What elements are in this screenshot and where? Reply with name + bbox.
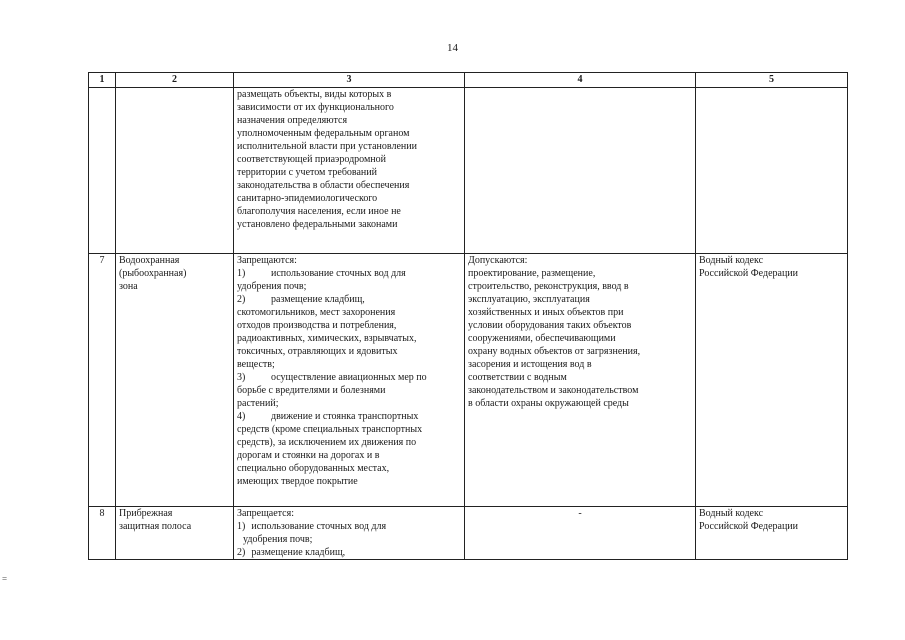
cell-legal-basis [696,254,848,507]
item-number: 3) [237,372,246,383]
table-header-row [89,73,848,88]
text-line: проектирование, размещение, [468,268,596,279]
text-line: засорения и истощения вод в [468,359,592,370]
list-item [237,293,461,306]
item-text: использование сточных вод для [251,521,387,532]
text-line: в области охраны окружающей среды [468,398,629,409]
cell-num: 8 [89,507,116,560]
cell-zone-name [116,507,234,560]
text-line: Допускаются: [468,255,528,266]
page-number: 14 [447,42,458,54]
item-number: 2) [237,294,246,305]
text-line: Российской Федерации [699,268,799,279]
zone-name-line: зона [119,281,138,292]
text-line: соответствующей приаэродромной [237,154,386,165]
text-line: законодательства в области обеспечения [237,180,410,191]
item-number: 4) [237,411,246,422]
list-item [237,546,461,559]
cell-zone-name [116,88,234,254]
item-text: размещение кладбищ, [251,547,346,558]
header-col-1: 1 [89,73,116,88]
item-text: движение и стоянка транспортных [271,411,419,422]
text-line: отходов производства и потребления, [237,320,397,331]
text-line: специально оборудованных местах, [237,463,390,474]
cell-num: 7 [89,254,116,507]
cell-permissions [465,88,696,254]
item-number: 1) [237,268,246,279]
cell-restrictions [234,507,465,560]
text-line: территории с учетом требований [237,167,377,178]
restrictions-title: Запрещаются: [237,255,297,266]
table-row-7 [89,254,848,507]
text-line: исполнительной власти при установлении [237,141,417,152]
text-line: законодательством и законодательством [468,385,639,396]
text-line: скотомогильников, мест захоронения [237,307,396,318]
text-line: удобрения почв; [243,534,313,545]
cell-permissions [465,254,696,507]
text-line: Водный кодекс [699,508,764,519]
cell-num [89,88,116,254]
cell-legal-basis [696,507,848,560]
text-line: Водный кодекс [699,255,764,266]
text-line: средств (кроме специальных транспортных [237,424,423,435]
cell-restrictions [234,254,465,507]
header-col-3: 3 [234,73,465,88]
list-item [237,520,461,533]
cell-permissions: - [465,507,696,560]
text-line: растений; [237,398,279,409]
text-line: Российской Федерации [699,521,799,532]
zone-name-line: Водоохранная [119,255,180,266]
text-line: радиоактивных, химических, взрывчатых, [237,333,417,344]
header-col-5: 5 [696,73,848,88]
text-line: уполномоченным федеральным органом [237,128,410,139]
text-line: санитарно-эпидемиологического [237,193,378,204]
text-line: удобрения почв; [237,281,307,292]
item-text: использование сточных вод для [271,268,406,279]
table-row-8 [89,507,848,560]
header-col-2: 2 [116,73,234,88]
text-line: установлено федеральными законами [237,219,398,230]
restrictions-title: Запрещается: [237,508,294,519]
text-line: благополучия населения, если иное не [237,206,401,217]
text-line: сооружениями, обеспечивающими [468,333,616,344]
text-line: хозяйственных и иных объектов при [468,307,624,318]
margin-mark: = [2,574,8,584]
text-line: средств), за исключением их движения по [237,437,417,448]
text-line: соответствии с водным [468,372,567,383]
table-row-continuation [89,88,848,254]
zones-table [88,72,848,560]
text-line: веществ; [237,359,275,370]
text-line: зависимости от их функционального [237,102,394,113]
item-text: размещение кладбищ, [271,294,365,305]
zone-name-line: защитная полоса [119,521,192,532]
header-col-4: 4 [465,73,696,88]
list-item [237,410,461,423]
text-line: размещать объекты, виды которых в [237,89,392,100]
cell-zone-name [116,254,234,507]
text-line: имеющих твердое покрытие [237,476,358,487]
cell-restrictions [234,88,465,254]
list-item [237,267,461,280]
text-line: назначения определяются [237,115,348,126]
text-line: токсичных, отравляющих и ядовитых [237,346,398,357]
text-line: борьбе с вредителями и болезнями [237,385,386,396]
text-line: строительство, реконструкция, ввод в [468,281,629,292]
zone-name-line: (рыбоохранная) [119,268,187,279]
list-item [237,371,461,384]
text-line: эксплуатацию, эксплуатация [468,294,590,305]
text-line: дорогам и стоянки на дорогах и в [237,450,380,461]
text-line: условии оборудования таких объектов [468,320,632,331]
cell-legal-basis [696,88,848,254]
item-number: 2) [237,547,246,558]
item-number: 1) [237,521,246,532]
zone-name-line: Прибрежная [119,508,173,519]
item-text: осуществление авиационных мер по [271,372,427,383]
text-line: охрану водных объектов от загрязнения, [468,346,641,357]
